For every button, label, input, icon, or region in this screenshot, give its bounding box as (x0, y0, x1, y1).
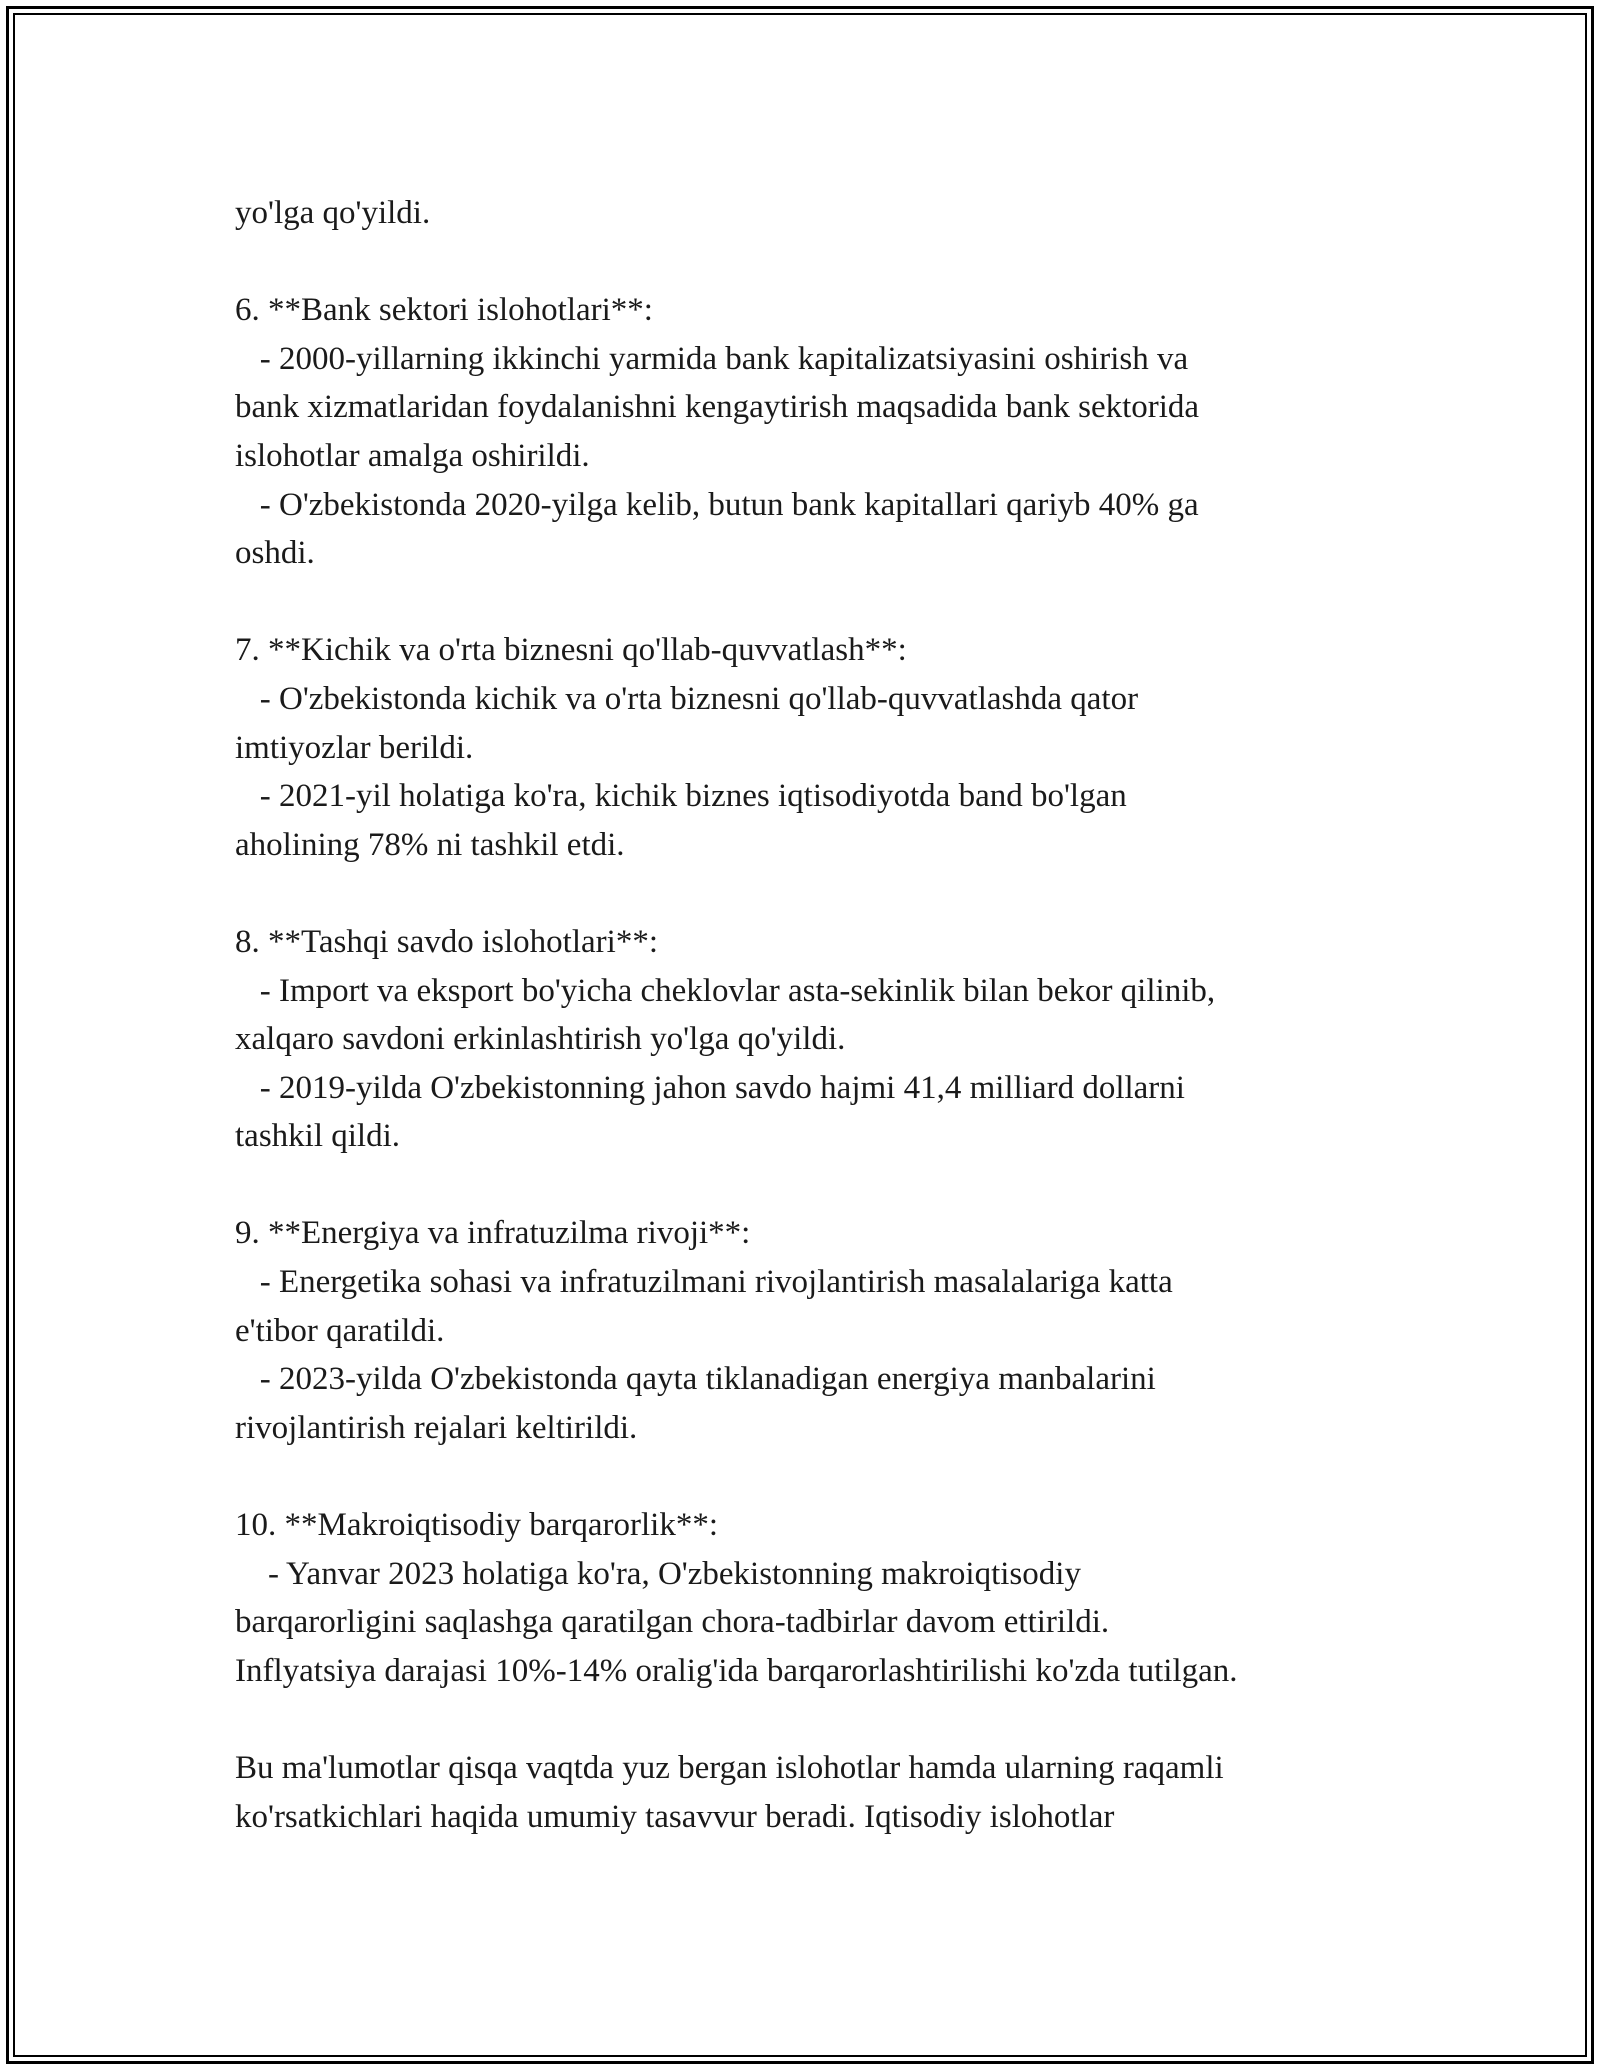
text-line: xalqaro savdoni erkinlashtirish yo'lga qo'yildi. (235, 1021, 846, 1058)
text-line: barqarorligini saqlashga qaratilgan chora-tadbirlar davom ettirildi. (235, 1604, 1110, 1641)
text-line: imtiyozlar berildi. (235, 729, 474, 766)
blank-line (235, 1695, 1395, 1744)
document-body (235, 189, 1395, 1841)
text-line: - 2021-yil holatiga ko'ra, kichik biznes iqtisodiyotda band bo'lgan (235, 778, 1127, 815)
text-line: - Yanvar 2023 holatiga ko'ra, O'zbekistonning makroiqtisodiy (235, 1555, 1081, 1592)
blank-line (235, 578, 1395, 627)
text-line: ko'rsatkichlari haqida umumiy tasavvur beradi. Iqtisodiy islohotlar (235, 1798, 1115, 1835)
text-line: 8. **Tashqi savdo islohotlari**: (235, 923, 658, 960)
text-line: islohotlar amalga oshirildi. (235, 437, 590, 474)
text-line: 6. **Bank sektori islohotlari**: (235, 292, 653, 329)
text-line: Inflyatsiya darajasi 10%-14% oralig'ida barqarorlashtirilishi ko'zda tutilgan. (235, 1652, 1238, 1689)
text-line: - 2019-yilda O'zbekistonning jahon savdo hajmi 41,4 milliard dollarni (235, 1069, 1185, 1106)
text-line: - 2000-yillarning ikkinchi yarmida bank kapitalizatsiyasini oshirish va (235, 340, 1189, 377)
blank-line (235, 1161, 1395, 1210)
blank-line (235, 869, 1395, 918)
text-line: oshdi. (235, 535, 315, 572)
text-line: e'tibor qaratildi. (235, 1312, 445, 1349)
text-line: - 2023-yilda O'zbekistonda qayta tiklanadigan energiya manbalarini (235, 1361, 1156, 1398)
text-line: - O'zbekistonda 2020-yilga kelib, butun bank kapitallari qariyb 40% ga (235, 486, 1199, 523)
text-line: - Import va eksport bo'yicha cheklovlar asta-sekinlik bilan bekor qilinib, (235, 972, 1216, 1009)
text-line: yo'lga qo'yildi. (235, 195, 431, 231)
text-line: bank xizmatlaridan foydalanishni kengaytirish maqsadida bank sektorida (235, 389, 1200, 426)
text-line: 10. **Makroiqtisodiy barqarorlik**: (235, 1507, 719, 1544)
text-line: 9. **Energiya va infratuzilma rivoji**: (235, 1215, 751, 1252)
text-line: Bu ma'lumotlar qisqa vaqtda yuz bergan islohotlar hamda ularning raqamli (235, 1750, 1224, 1786)
text-line: tashkil qildi. (235, 1118, 400, 1155)
blank-line (235, 1452, 1395, 1501)
text-line: rivojlantirish rejalari keltirildi. (235, 1409, 638, 1446)
text-line: - O'zbekistonda kichik va o'rta biznesni qo'llab-quvvatlashda qator (235, 680, 1139, 717)
text-line: aholining 78% ni tashkil etdi. (235, 826, 625, 863)
text-line: - Energetika sohasi va infratuzilmani rivojlantirish masalalariga katta (235, 1264, 1173, 1301)
text-line: 7. **Kichik va o'rta biznesni qo'llab-quvvatlash**: (235, 632, 907, 669)
blank-line (235, 238, 1395, 287)
